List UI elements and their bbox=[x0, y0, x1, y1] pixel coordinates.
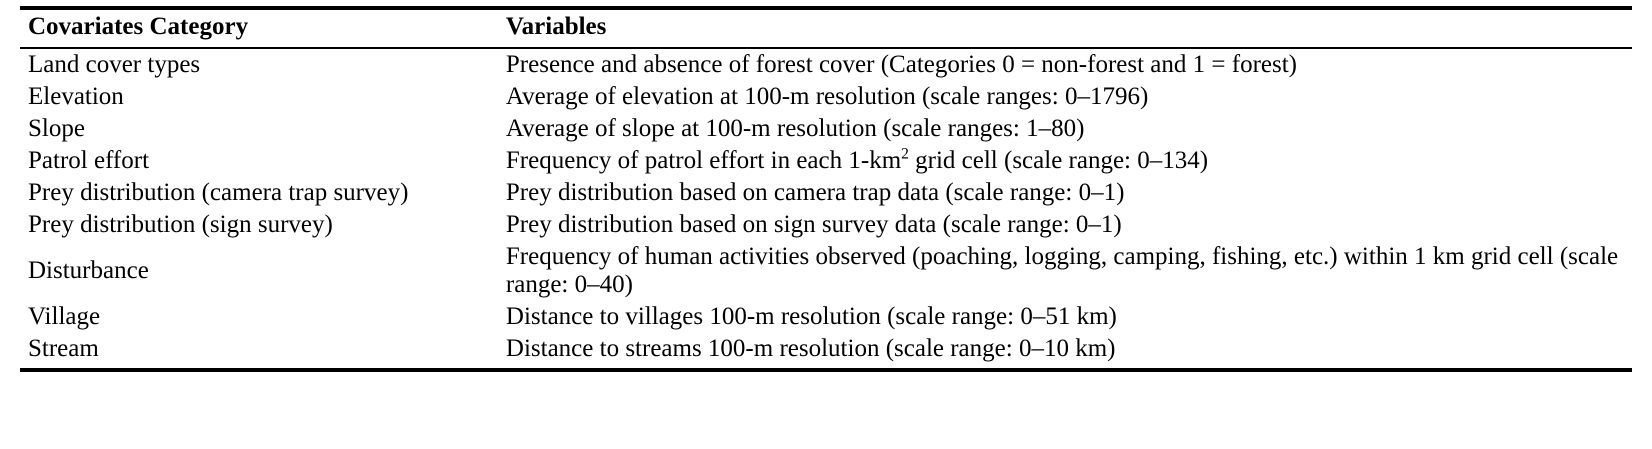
table-row bbox=[20, 113, 1632, 145]
cell-category: Village bbox=[28, 303, 101, 330]
cell-variable bbox=[506, 333, 1632, 368]
table-row bbox=[20, 81, 1632, 113]
cell-category: Prey distribution (camera trap survey) bbox=[28, 179, 409, 206]
cell-category: Elevation bbox=[28, 83, 124, 110]
cell-variable bbox=[506, 177, 1632, 209]
table-row bbox=[20, 48, 1632, 81]
variable-text-pre: Frequency of patrol effort in each 1-km bbox=[505, 147, 902, 174]
table-header bbox=[20, 8, 1632, 48]
table-row bbox=[20, 333, 1632, 368]
table-row bbox=[20, 241, 1632, 301]
cell-variable bbox=[506, 209, 1632, 241]
cell-variable bbox=[506, 301, 1632, 333]
variable-text-pre: Prey distribution based on camera trap data (scale range: 0–1) bbox=[505, 179, 1125, 206]
variable-text-superscript: 2 bbox=[901, 145, 909, 163]
variable-text-pre: Frequency of human activities observed (poaching, logging, camping, fishing, etc.) within 1 km grid cell (scale range: 0–40) bbox=[505, 243, 1619, 298]
cell-category: Patrol effort bbox=[28, 147, 150, 174]
cell-category: Prey distribution (sign survey) bbox=[28, 211, 333, 238]
cell-category: Stream bbox=[28, 335, 99, 362]
table-row bbox=[20, 177, 1632, 209]
cell-variable bbox=[506, 81, 1632, 113]
variable-text-pre: Average of elevation at 100-m resolution (scale ranges: 0–1796) bbox=[505, 83, 1149, 110]
variable-text-pre: Presence and absence of forest cover (Categories 0 = non-forest and 1 = forest) bbox=[505, 51, 1297, 78]
column-header-covariates-category: Covariates Category bbox=[20, 8, 506, 48]
cell-variable bbox=[506, 113, 1632, 145]
variable-text-pre: Distance to streams 100-m resolution (scale range: 0–10 km) bbox=[505, 335, 1116, 362]
cell-variable bbox=[506, 145, 1632, 177]
cell-category: Disturbance bbox=[28, 257, 149, 284]
covariates-table bbox=[20, 6, 1632, 368]
table-row bbox=[20, 145, 1632, 177]
cell-variable bbox=[506, 241, 1632, 301]
table-body bbox=[20, 48, 1632, 368]
variable-text-pre: Prey distribution based on sign survey data (scale range: 0–1) bbox=[505, 211, 1122, 238]
table-header-row bbox=[20, 8, 1632, 48]
variable-text-post: grid cell (scale range: 0–134) bbox=[908, 147, 1209, 174]
table-bottom-rule bbox=[20, 368, 1632, 372]
cell-category: Land cover types bbox=[28, 51, 201, 78]
covariates-table-container bbox=[20, 6, 1632, 372]
table-row bbox=[20, 209, 1632, 241]
table-row bbox=[20, 301, 1632, 333]
column-header-variables: Variables bbox=[506, 8, 1632, 48]
cell-category: Slope bbox=[28, 115, 85, 142]
variable-text-pre: Distance to villages 100-m resolution (scale range: 0–51 km) bbox=[505, 303, 1117, 330]
variable-text-pre: Average of slope at 100-m resolution (scale ranges: 1–80) bbox=[505, 115, 1085, 142]
cell-variable bbox=[506, 48, 1632, 81]
